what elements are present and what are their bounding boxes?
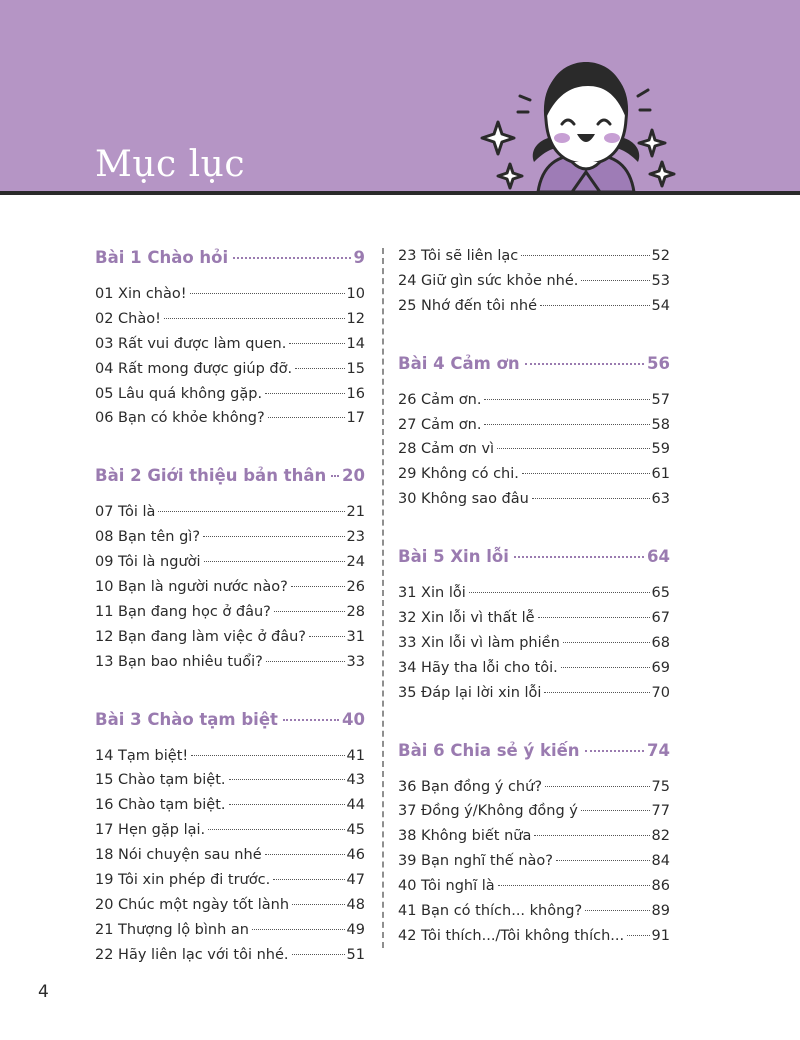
entry-page: 58 [651,416,670,433]
section-title: Bài 6 Chia sẻ ý kiến [398,740,580,760]
entry-page: 77 [651,803,670,820]
toc-entry[interactable] [398,417,670,442]
entry-title: 34 Hãy tha lỗi cho tôi. [398,659,558,676]
toc-entry[interactable] [95,286,365,311]
toc-entry[interactable] [95,629,365,654]
entry-page: 14 [346,335,365,352]
toc-column-right [398,248,670,953]
entry-page: 70 [651,684,670,701]
entry-title: 36 Bạn đồng ý chứ? [398,778,543,795]
entry-page: 23 [346,529,365,546]
toc-entry[interactable] [95,361,365,386]
entry-page: 54 [651,297,670,314]
entry-title: 35 Đáp lại lời xin lỗi [398,684,542,701]
entry-title: 08 Bạn tên gì? [95,529,201,546]
entry-page: 31 [346,628,365,645]
toc-entry[interactable] [398,585,670,610]
entry-page: 53 [651,272,670,289]
entry-page: 33 [346,653,365,670]
entry-title: 29 Không có chi. [398,466,519,483]
section-title: Bài 1 Chào hỏi [95,248,229,267]
entry-title: 25 Nhớ đến tôi nhé [398,297,537,314]
entry-page: 17 [346,410,365,427]
entry-title: 16 Chào tạm biệt. [95,797,226,814]
entry-page: 43 [346,772,365,789]
entry-page: 63 [651,491,670,508]
entry-title: 38 Không biết nữa [398,828,532,845]
entry-page: 89 [651,903,670,920]
entry-title: 14 Tạm biệt! [95,747,189,764]
entry-title: 01 Xin chào! [95,286,187,302]
toc-entry[interactable] [398,298,670,323]
entry-page: 48 [346,896,365,913]
toc-entry[interactable] [95,554,365,579]
entry-title: 18 Nói chuyện sau nhé [95,847,262,864]
toc-entry[interactable] [398,660,670,685]
entry-page: 91 [651,927,670,944]
entry-title: 10 Bạn là người nước nào? [95,579,288,596]
entry-title: 26 Cảm ơn. [398,391,482,408]
toc-entry[interactable] [398,392,670,417]
entry-page: 45 [346,822,365,839]
entry-page: 86 [651,878,670,895]
girl-mascot-icon [476,42,696,194]
entry-page: 15 [346,360,365,377]
toc-section-heading[interactable] [398,354,670,380]
entry-title: 33 Xin lỗi vì làm phiền [398,634,560,651]
entry-title: 09 Tôi là người [95,554,201,571]
toc-entry[interactable] [398,248,670,273]
entry-page: 67 [651,610,670,627]
toc-entry[interactable] [398,685,670,710]
toc-entry[interactable] [398,441,670,466]
entry-title: 30 Không sao đâu [398,491,529,508]
toc-entry[interactable] [95,654,365,679]
section-page: 20 [342,466,365,486]
entry-title: 11 Bạn đang học ở đâu? [95,603,271,620]
toc-entry[interactable] [398,466,670,491]
column-divider [382,248,384,948]
page-number: 4 [38,982,49,1002]
toc-entry[interactable] [398,928,670,953]
section-page: 40 [342,709,365,729]
toc-entry[interactable] [398,878,670,903]
section-title: Bài 4 Cảm ơn [398,353,520,373]
entry-title: 32 Xin lỗi vì thất lễ [398,610,535,627]
toc-entry[interactable] [95,897,365,922]
toc-entry[interactable] [398,853,670,878]
entry-title: 07 Tôi là [95,504,156,521]
entry-title: 24 Giữ gìn sức khỏe nhé. [398,272,579,289]
entry-page: 41 [346,747,365,764]
toc-section-heading[interactable] [95,248,365,274]
toc-entry[interactable] [95,748,365,773]
entry-page: 61 [651,466,670,483]
entry-page: 26 [346,579,365,596]
entry-title: 15 Chào tạm biệt. [95,772,226,789]
toc-entry[interactable] [95,336,365,361]
entry-page: 75 [651,778,670,795]
entry-page: 47 [346,872,365,889]
entry-title: 06 Bạn có khỏe không? [95,410,265,427]
toc-entry[interactable] [95,797,365,822]
toc-entry[interactable] [398,635,670,660]
section-title: Bài 2 Giới thiệu bản thân [95,466,327,486]
toc-entry[interactable] [398,779,670,804]
entry-page: 82 [651,828,670,845]
entry-page: 49 [346,921,365,938]
entry-page: 65 [651,585,670,602]
toc-entry[interactable] [398,803,670,828]
toc-entry[interactable] [95,872,365,897]
entry-title: 04 Rất mong được giúp đỡ. [95,360,293,377]
toc-entry[interactable] [398,610,670,635]
toc-entry[interactable] [95,504,365,529]
entry-title: 27 Cảm ơn. [398,416,482,433]
toc-entry[interactable] [95,822,365,847]
entry-title: 02 Chào! [95,310,161,327]
toc-section-heading[interactable] [398,741,670,767]
entry-title: 41 Bạn có thích... không? [398,903,583,920]
page-title: Mục lục [95,144,246,185]
entry-title: 31 Xin lỗi [398,585,466,602]
entry-title: 22 Hãy liên lạc với tôi nhé. [95,946,289,963]
toc-entry[interactable] [95,410,365,435]
entry-page: 24 [346,554,365,571]
section-page: 9 [353,248,365,267]
entry-title: 21 Thượng lộ bình an [95,921,249,938]
entry-page: 12 [346,310,365,327]
entry-title: 42 Tôi thích.../Tôi không thích... [398,927,625,944]
entry-page: 10 [346,286,365,302]
toc-section-heading[interactable] [95,710,365,736]
toc-entry[interactable] [95,604,365,629]
toc-entry[interactable] [95,772,365,797]
entry-page: 52 [651,248,670,264]
entry-title: 40 Tôi nghĩ là [398,878,495,895]
section-title: Bài 5 Xin lỗi [398,547,509,567]
toc-entry[interactable] [95,847,365,872]
entry-title: 12 Bạn đang làm việc ở đâu? [95,628,307,645]
toc-entry[interactable] [398,828,670,853]
entry-page: 69 [651,659,670,676]
toc-entry[interactable] [95,579,365,604]
entry-page: 51 [346,946,365,963]
entry-page: 84 [651,853,670,870]
entry-title: 13 Bạn bao nhiêu tuổi? [95,653,263,670]
section-page: 56 [647,353,670,373]
entry-title: 39 Bạn nghĩ thế nào? [398,853,553,870]
toc-column-left [95,248,365,972]
entry-page: 57 [651,391,670,408]
entry-page: 16 [346,385,365,402]
toc-entry[interactable] [398,903,670,928]
entry-page: 28 [346,603,365,620]
toc-entry[interactable] [95,922,365,947]
toc-entry[interactable] [95,311,365,336]
entry-page: 59 [651,441,670,458]
section-page: 74 [647,740,670,760]
entry-page: 68 [651,634,670,651]
section-page: 64 [647,547,670,567]
toc-section-heading[interactable] [398,547,670,573]
entry-title: 17 Hẹn gặp lại. [95,822,206,839]
entry-title: 37 Đồng ý/Không đồng ý [398,803,578,820]
entry-title: 19 Tôi xin phép đi trước. [95,872,271,889]
entry-title: 05 Lâu quá không gặp. [95,385,263,402]
toc-section-heading[interactable] [95,466,365,492]
toc-entry[interactable] [95,529,365,554]
toc-entry[interactable] [398,491,670,516]
entry-title: 28 Cảm ơn vì [398,441,495,458]
toc-entry[interactable] [95,947,365,972]
entry-page: 21 [346,504,365,521]
entry-title: 20 Chúc một ngày tốt lành [95,896,290,913]
toc-entry[interactable] [398,273,670,298]
toc-entry[interactable] [95,386,365,411]
entry-title: 03 Rất vui được làm quen. [95,335,287,352]
section-title: Bài 3 Chào tạm biệt [95,709,278,729]
entry-title: 23 Tôi sẽ liên lạc [398,248,519,264]
entry-page: 46 [346,847,365,864]
entry-page: 44 [346,797,365,814]
